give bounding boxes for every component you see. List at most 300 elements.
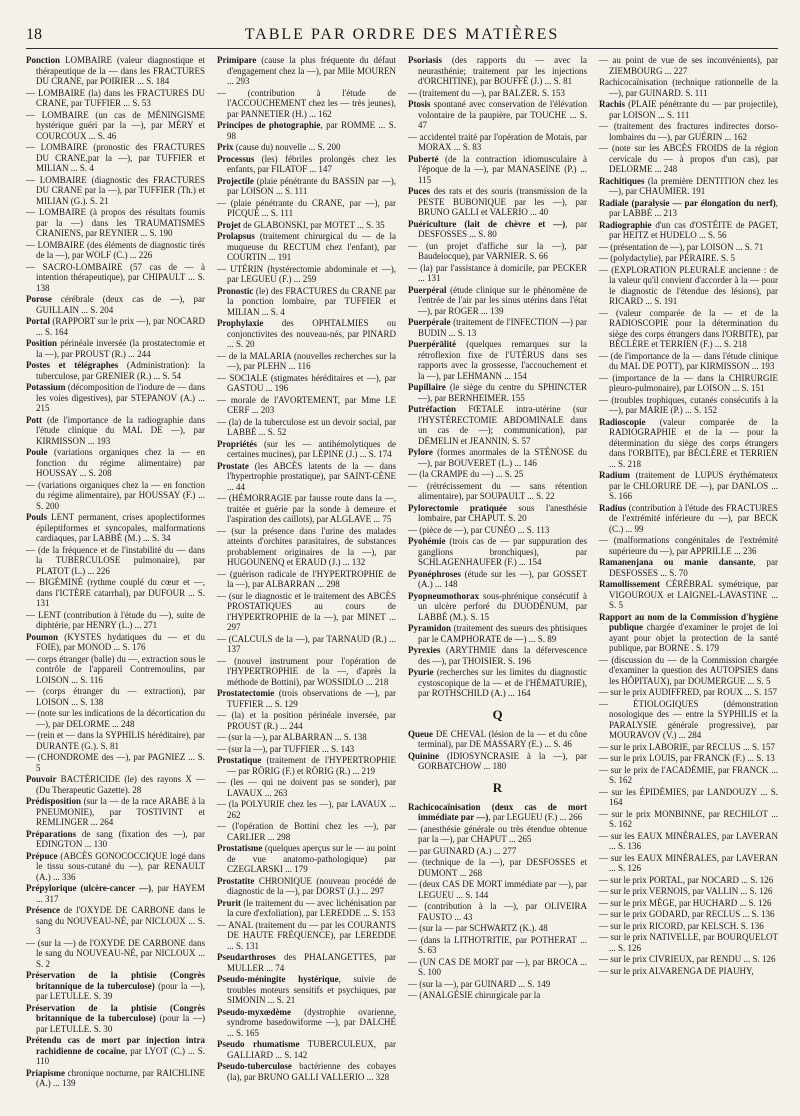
index-entry [599,220,778,241]
entry-heading: Prostatique [217,755,262,765]
entry-text: — (technique de la —), par DESFOSSES et DUMONT ... 268 [408,857,587,878]
index-entry [599,831,778,852]
entry-heading: Pylore [408,447,433,457]
index-entry [217,777,396,798]
index-entry [26,730,205,751]
entry-text: — (sur la présence dans l'urine des malades atteints d'orchites parasitaires, de substances probablement originaires de la —), par HUGOUNENQ et ERAUD (J.) ... 132 [217,525,396,567]
entry-text: de sang (fixation des —), par EDINGTON ... 130 [36,828,205,849]
index-entry [217,744,396,755]
entry-text: — ANAL (traitement du — par les COURANTS DE HAUTE FRÉQUENCE), par LEREDDE ... S. 131 [217,919,396,951]
entry-text: — SOCIALE (stigmates héréditaires et —), par GASTOU ... 196 [217,372,396,393]
entry-heading: Préparations [26,828,76,839]
index-entry [599,176,778,197]
entry-text: — sur le prix MÉGE, par HUCHARD ... S. 126 [599,897,772,908]
index-entry [26,1003,205,1035]
index-entry [599,809,778,830]
page-header [26,26,778,49]
index-entry [408,846,587,857]
index-entry [599,742,778,753]
entry-text: — sur le prix MONBINNE, par RECHILOT ... S. 162 [599,808,778,829]
index-entry [26,686,205,707]
index-entry [217,710,396,731]
entry-text: — LOMBAIRE (la) dans les FRACTURES DU CRANE, par TUFFIER ... S. 53 [26,87,205,108]
index-entry [217,569,396,590]
entry-text: — (note sur les indications de la décortication du —), par DELORME ... 248 [26,708,205,729]
entry-text: — (contribution à la —), par OLIVEIRA FAUSTO ... 43 [408,901,587,922]
entry-heading: Principes de photographie [217,120,321,130]
entry-text: — morale de l'AVORTEMENT, par Mme LE CERF ... 203 [217,394,396,415]
entry-text: , par LABBÉ ... 213 [609,197,778,218]
entry-heading: Pseudo rhumatisme [217,1039,300,1049]
index-entry [408,285,587,317]
entry-heading: Puerpéral [408,284,447,295]
entry-text: Rachicocaïnisation (technique rationnelle de la —), par GUINARD. S. 111 [599,77,778,98]
entry-text: (des rapports du — avec la neurasthénie; traitement par les injections d'ORCHITINE), par BOUFFÉ (J.) ... S. 81 [418,55,587,86]
index-columns [26,55,778,1090]
index-entry [26,360,205,381]
index-entry [217,55,396,87]
index-entry [599,853,778,874]
section-letter: Q [492,706,503,722]
index-entry [599,99,778,120]
entry-heading: Putréfaction [408,404,456,414]
entry-text: — (plaie pénétrante du CRANE, par —), par PICQUÉ ... S. 111 [217,197,396,218]
entry-heading: Prépylorique (ulcère-cancer —) [26,883,152,893]
entry-text: (traitement des sueurs des phtisiques par le CAMPHORATE de —) ... S. 89 [418,623,587,644]
entry-text: (Administration): la tuberculose, par GRENIER (R.) ... S. 54 [36,360,205,381]
index-entry [599,198,778,219]
index-entry [599,954,778,965]
entry-text: — (CALCULS de la —), par TARNAUD (R.) ... 137 [217,633,396,654]
entry-text: — (sur la —) de l'OXYDE DE CARBONE dans le sang du NOUVEAU-NÉ, par NICLOUX ... S. 2 [26,937,205,969]
entry-text: CÉRÉBRAL symétrique, par VIGOUROUX et LAIGNEL-LAVASTINE ... S. 5 [609,579,778,610]
index-entry [408,990,587,1001]
index-entry [408,154,587,186]
entry-text: — (discussion du — de la Commission chargée d'examiner la question des AUTOPSIES dans les HÔPITAUX), par DOUMERGUE ... S. 5 [599,654,778,686]
entry-text: — sur les EAUX MINÉRALES, par LAVERAN ... S. 136 [599,830,778,851]
index-entry [217,120,396,141]
entry-text: (la première DENTITION chez les —), par CHAUMIER. 191 [609,175,778,196]
index-entry [26,480,205,512]
entry-text: — (deux CAS DE MORT immédiate par —), par LEGUEU ... S. 144 [408,879,587,900]
index-entry [408,339,587,381]
index-entry [26,796,205,828]
entry-text: — (rétrécissement du — sans rétention alimentaire), par SOUPAULT ... S. 22 [408,480,587,501]
index-entry [217,154,396,175]
index-entry [408,447,587,468]
entry-text: — sur le prix ALVARENGA DE PIAUHY, [599,965,754,976]
index-entry [599,787,778,808]
entry-text: , par LEGUEU (F.) ... 266 [488,812,583,822]
entry-text: — LOMBAIRE (un cas de MÉNINGISME hystérique guéri par la —), par MÉRY et COURCOUX ... S. 46 [26,109,205,141]
index-entry [26,262,205,294]
index-entry [408,879,587,900]
entry-text: (plaie pénétrante du BASSIN par —), par LOISON ... S. 111 [227,175,396,196]
index-entry [217,821,396,842]
entry-heading: Prépuce [26,850,58,861]
index-entry [26,708,205,729]
index-entry [408,623,587,644]
index-entry [408,241,587,262]
entry-heading: Radioscopie [599,416,646,427]
entry-text: — (la CRAMPE du —) ... S. 25 [408,469,524,479]
entry-text: — (sur la — par SCHWARTZ (K.). 48 [408,923,548,933]
entry-text: (traitement de l'INFECTION —) par BUDIN ... S. 13 [418,317,587,338]
entry-text: des OPHTALMIES ou conjonctivites des nouveau-nés, par PINARD ... S. 20 [227,318,396,349]
entry-text: — (note sur les ABCÈS FROIDS de la région cervicale du — à propos d'un cas), par DELORME ... 248 [599,143,778,174]
index-entry [599,932,778,953]
entry-heading: Puériculture (lait de chèvre et —) [408,218,566,229]
entry-heading: Poule [26,447,48,457]
index-entry [599,753,778,764]
index-entry [599,655,778,687]
entry-text: — (pièce de —), par CUNÉO ... S. 113 [408,524,550,535]
index-entry [599,395,778,416]
entry-text: — de la MALARIA (nouvelles recherches sur la —), par PLEHN ... 116 [217,350,396,371]
index-entry [599,265,778,307]
entry-text: (variations organiques chez la — en fonction du régime alimentaire) par HOUSSAY ... S. 208 [36,447,205,478]
entry-text: — (dans la LITHOTRITIE, par POTHERAT ... S. 63 [408,934,587,955]
index-entry [408,404,587,446]
entry-text: — LENT (contribution à l'étude du —), suite de diphtérie, par HENRY (L.) ... 271 [26,609,205,630]
index-entry [217,88,396,120]
index-entry [408,382,587,403]
entry-heading: Pyurie [408,667,434,677]
entry-text: — au point de vue de ses inconvénients), par ZIEMBOURG ... 227 [599,55,778,76]
entry-heading: Ponction [26,55,61,65]
index-entry [26,88,205,109]
entry-text: — (valeur comparée de la — et de la RADIOSCOPIE pour la détermination du siège des corps étrangers dans l'ORBITE), par BÉCLÈRE et TERRIEN (F.) ... S. 218 [599,307,778,349]
entry-heading: Prix [217,142,234,152]
entry-text: — (corps étranger du — extraction), par LOISON ... S. 138 [26,686,205,707]
entry-heading: Puces [408,186,430,196]
entry-text: — (troubles trophiques, cutanés consécutifs à la —), par MARIE (P.) ... S. 152 [599,394,778,415]
index-entry [408,957,587,978]
entry-heading: Quinine [408,750,440,761]
entry-heading: Radiale (paralysie — par élongation du nerf) [599,197,776,208]
entry-text: — (traitement des fractures indirectes dorso-lombaires du —), par GUÉRIN ... 162 [599,121,778,142]
index-entry [26,175,205,207]
entry-text: — (la) et la position périnéale inversée, par PROUST (R.) ... 244 [217,710,396,731]
entry-text: CHRONIQUE (nouveau procédé de diagnostic de la —), par DORST (J.) ... 297 [227,875,396,896]
index-entry [26,545,205,577]
index-entry [408,901,587,922]
entry-text: DE CHEVAL (lésion de la — et du cône terminal), par DE MASSARY (E.) ... S. 46 [418,728,587,749]
entry-text: — (UN CAS DE MORT par —), par BROCA ... S. 100 [408,956,587,977]
entry-text: (traitement de LUPUS érythémateux par le CHLORURE DE —), par DANLOS ... S. 166 [609,470,778,501]
entry-heading: Pseudo-tuberculose [217,1061,292,1071]
entry-heading: Préservation de la phtisie (Congrès britannique de la tuberculose) [26,1002,205,1023]
index-entry [599,687,778,698]
entry-text: — (sur la —), par ALBARRAN ... S. 138 [217,732,367,742]
index-entry [599,503,778,535]
index-entry [217,974,396,1006]
entry-heading: Prostatectomie [217,688,275,698]
index-entry [26,774,205,795]
entry-heading: Radiographie [599,219,652,230]
entry-text: — BIGÉMINÉ (rythme couplé du cœur et —, dans l'ICTÈRE catarrhal), par DUFOUR ... S. 131 [26,577,205,608]
entry-heading: Projectile [217,175,254,186]
entry-heading: Pseudarthroses [217,952,276,962]
entry-text: — (la POLYURIE chez les —), par LAVAUX ... 262 [217,799,396,820]
index-entry [408,525,587,536]
index-entry [599,579,778,611]
entry-text: — LOMBAIRE (pronostic des FRACTURES DU CRANE,par la —), par TUFFIER et MILIAN ... S. 4 [26,142,205,173]
index-entry [26,1068,205,1089]
entry-text: — (de l'importance de la — dans l'étude clinique du MAL DE POTT), par KIRMISSON ... 193 [599,350,778,371]
entry-text: chronique nocturne, par RAICHLINE (A.) ... 139 [36,1067,205,1088]
entry-text: (de la contraction idiomusculaire à l'époque de la —), par MANASEINE (P.) ... 115 [418,153,587,185]
entry-text: — UTÉRIN (hystérectomie abdominale et —), par LEGUEU (F.) ... 259 [217,263,396,284]
index-entry [217,461,396,493]
page-title: TABLE PAR ORDRE DES MATIÈRES [244,26,560,43]
index-entry [26,752,205,773]
entry-heading: Propriétés [217,438,257,449]
entry-text: (IDIOSYNCRASIE à la —), par GORBATCHOW ... 180 [418,750,587,771]
entry-text: (les ABCÈS latents de la — dans l'hypertrophie prostatique), par SAINT-CÈNE ... 44 [227,460,396,492]
entry-text: BACTÉRICIDE (le) des rayons X — (Du Therapeutic Gazette). 28 [36,774,205,795]
entry-heading: Puberté [408,153,439,164]
entry-text: — (sur la —), par GUINARD ... S. 149 [408,978,551,989]
entry-text: chargée d'examiner le projet de loi ayant pour objet la protection de la santé publique, par BORNE . S. 179 [609,622,778,653]
index-entry [408,317,587,338]
index-entry [408,667,587,699]
entry-text: — sur le prix AUDIFFRED, par ROUX ... S. 157 [599,687,778,697]
index-entry [599,886,778,897]
entry-text: des PHALANGETTES, par MULLER ... 74 [227,952,396,973]
index-entry [26,610,205,631]
entry-text: (sur la — de la race ARABE à la PNEUMONIE), par TOSTIVINT et REMLINGER ... 264 [36,796,205,827]
index-entry [599,121,778,142]
entry-text: (RAPPORT sur le prix —), par NOCARD ... S. 164 [36,316,205,337]
entry-heading: Porose [26,294,52,304]
entry-text: — sur le prix RICORD, par KELSCH. S. 136 [599,920,764,931]
entry-text: — (la) de la tuberculose est un devoir social, par LABBÉ ... S. 52 [217,416,396,437]
entry-text: (les) fébriles prolongés chez les enfants, par FILATOF ... 147 [227,153,396,174]
index-entry [408,591,587,623]
entry-heading: Puerpérale [408,317,451,327]
entry-text: (décomposition de l'iodure de — dans les voies digestives), par STEPANOV (A.) ... 215 [36,382,205,413]
index-entry [26,1035,205,1067]
index-entry [217,591,396,633]
index-entry [26,577,205,609]
entry-text: de l'OXYDE DE CARBONE dans le sang du NOUVEAU-NÉ, par NICLOUX ... S. 3 [36,905,205,936]
index-entry [599,417,778,470]
entry-heading: Pyrexies [408,645,441,655]
index-entry [217,920,396,952]
page-number: 18 [26,26,42,43]
entry-text: , par LYOT (C.) ... S. 110 [36,1045,205,1066]
entry-text: — (anesthésie générale ou très étendue obtenue par la —), par CHAPUT ... 265 [408,823,587,844]
entry-heading: Pyohémie [408,536,446,546]
index-entry [217,318,396,350]
index-entry [217,799,396,820]
index-entry [217,732,396,743]
entry-heading: Priapisme [26,1067,65,1078]
entry-heading: Présence [26,905,60,915]
entry-text: (ABCÈS GONOCOCCIQUE logé dans le tissu sous-cutané du —), par RENAULT (A.) ... 336 [36,850,205,882]
index-entry [217,417,396,438]
entry-heading: Pouvoir [26,774,57,784]
entry-heading: Psoriasis [408,55,443,65]
index-entry [408,503,587,524]
index-entry [217,656,396,688]
entry-text: (cause du) nouvelle ... S. 200 [233,142,341,152]
index-entry [217,439,396,460]
entry-text: (de l'importance de la radiographie dans l'étude clinique du MAL DE —), par KIRMISSON ... 193 [36,414,205,446]
index-entry [217,264,396,285]
index-entry [26,654,205,686]
entry-heading: Pupillaire [408,382,446,392]
index-entry [599,242,778,253]
index-entry [217,755,396,776]
index-entry [217,493,396,525]
entry-heading: Portal [26,316,50,326]
index-entry [599,921,778,932]
index-entry [217,1007,396,1039]
index-entry [217,142,396,153]
entry-text: — (rein et — dans la SYPHILIS héréditaire), par DURANTE (G.). S. 81 [26,730,205,751]
entry-heading: Prétendu cas de mort par injection intra rachidienne de cocaïne [26,1035,205,1056]
index-entry [408,88,587,99]
index-entry [408,979,587,990]
entry-text: — (polydactylie), par PÉRAIRE. S. 5 [599,253,735,263]
index-entry [217,843,396,875]
index-entry [217,176,396,197]
entry-text: , par DESFOSSES ... S. 70 [609,557,778,578]
entry-text: — sur les EAUX MINÉRALES, par LAVERAN ... S. 126 [599,852,778,873]
index-entry [26,632,205,653]
index-entry [26,382,205,414]
entry-text: sous-phrénique consécutif à un ulcère perforé du DUODÉNUM, par LABBÉ (M.). S. 15 [418,590,587,622]
entry-text: — sur le prix GODARD, par RECLUS ... S. 136 [599,909,775,919]
index-entry [408,99,587,131]
index-entry [408,219,587,240]
index-entry [408,569,587,590]
entry-heading: Rapport au nom de la Commission d'hygiène publique [599,611,778,632]
entry-heading: Pseudo-méningite hystérique [217,974,339,984]
entry-heading: Prostatisme [217,843,263,853]
entry-heading: Préservation de la phtisie (Congrès britannique de la tuberculose) [26,970,205,991]
entry-heading: Prédisposition [26,796,82,806]
entry-text: (le) des FRACTURES du CRANE par la ponction lombaire, par TUFFIER et MILIAN ... S. 4 [227,285,396,317]
index-entry [408,481,587,502]
index-entry [599,351,778,372]
entry-text: (le siège du centre du SPHINCTER —), par BERNHEIMER. 155 [418,382,587,403]
index-entry [599,55,778,76]
index-entry [26,883,205,904]
entry-text: — (ANALGÉSIE chirurgicale par la [408,990,541,1000]
entry-text: (dystrophie ovarienne, syndrome basedowiforme —), par DALCHÉ ... S. 165 [227,1006,396,1038]
entry-text: sous l'anesthésie lombaire, par CHAPUT. S. 20 [418,502,587,523]
index-column-2 [217,55,396,1090]
index-entry [408,263,587,284]
index-entry [599,765,778,786]
entry-text: — (de la fréquence et de l'instabilité du — dans la TUBERCULOSE pulmonaire), par PLATOT (L.) ... 226 [26,544,205,576]
index-entry [408,729,587,750]
entry-heading: Pseudo-myxœdème [217,1006,291,1017]
entry-text: (trois observations de —), par TUFFIER ... S. 129 [227,688,396,709]
entry-text: (ARYTHMIE dans la défervescence des —), par THOISIER. S. 196 [418,645,587,666]
index-entry [408,802,587,823]
index-entry [217,688,396,709]
entry-text: — par GUINARD (A.) ... 277 [408,845,517,856]
entry-heading: Pylorectomie pratiquée [408,502,507,513]
entry-text: — sur le prix de l'ACADÉMIE, par FRANCK ... S. 162 [599,764,778,785]
entry-text: — (présentation de —), par LOISON ... S. 71 [599,241,764,252]
entry-text: bactérienne des cobayes (la), par BRUNO GALLI VALLERIO ... 328 [227,1061,396,1082]
index-entry [599,898,778,909]
index-entry [217,198,396,219]
index-entry [26,829,205,850]
index-entry [217,952,396,973]
entry-text: (KYSTES hydatiques du — et du FOIE), par MONOD ... S. 176 [36,631,205,652]
index-entry [217,1039,396,1060]
index-entry [408,935,587,956]
index-entry [217,373,396,394]
entry-text: , suivie de troubles moteurs sensitifs et psychiques, par SIMONIN ... S. 21 [227,974,397,1005]
entry-heading: Pott [26,414,42,425]
index-entry [26,207,205,239]
index-entry [217,395,396,416]
index-column-1 [26,55,205,1090]
entry-text: (trois cas de — par suppuration des ganglions bronchiques), par SCHLAGENHAUFER (F.) ... 154 [418,536,587,567]
entry-text: , par DESFOSSES ... S. 80 [418,218,587,239]
index-entry [599,612,778,654]
entry-text: — (l'opération de Bottini chez les —), par CARLIER ... 298 [217,821,396,842]
index-entry [217,286,396,318]
index-entry [408,469,587,480]
entry-heading: Postes et télégraphes [26,360,119,370]
index-entry [26,447,205,479]
entry-text: — (guérison radicale de l'HYPERTROPHIE de la —), par ALBARRAN ... 298 [217,568,396,589]
index-entry [408,536,587,568]
entry-text: — LOMBAIRE (des éléments de diagnostic tirés de la —), par WOLF (C.) ... 226 [26,239,205,260]
index-entry [599,308,778,350]
entry-text: — sur le prix LABORIE, par RECLUS ... S. 157 [599,741,775,752]
entry-heading: Puerpérālité [408,339,456,349]
section-letter: R [492,779,503,795]
entry-text: (formes anormales de la STÉNOSE du —), par BOUVERET (L.) ... 146 [418,447,587,468]
index-entry [599,909,778,920]
entry-heading: Potassium [26,382,66,392]
entry-text: des rats et des souris (transmission de la PESTE BUBONIQUE par les —), par BRUNO GALLI et VALERIO ... 40 [418,186,587,217]
index-entry [408,824,587,845]
entry-heading: Pyramidon [408,623,452,633]
entry-text: (le traitement du — avec lichénisation par la cure d'exfoliation), par LEREDDE ... S. 153 [227,897,396,918]
index-entry [26,55,205,87]
entry-text: périnéale inversée (la prostatectomie et la —), par PROUST (R.) ... 244 [36,338,205,359]
entry-heading: Radium [599,470,631,480]
entry-text: — sur le prix CIVRIEUX, par RENDU ... S. 126 [599,954,776,964]
entry-heading: Ptosis [408,99,431,109]
index-entry [408,132,587,153]
entry-text: (sur les — antihémolytiques de certaines mucines), par LÉPINE (J.) ... S. 174 [227,438,396,459]
index-entry [599,699,778,741]
entry-text: FŒTALE intra-utérine (sur l'HYSTÉRECTOMIE ABDOMINALE dans un cas de —); communication), par DÉMELIN et JEANNIN. S. 57 [418,404,587,446]
entry-text: — (contribution à l'étude de l'ACCOUCHEMENT chez les — très jeunes), par PANNETIER (H.) ... 162 [217,87,396,119]
entry-text: LENT permanent, crises apoplectiformes épileptiformes et syncopales, malformations cardiaques, par LABBÉ (M.) ... S. 34 [36,512,205,543]
entry-text: — (CHONDROME des —), par PAGNIEZ ... S. 5 [26,752,205,773]
index-entry [26,240,205,261]
index-entry [599,535,778,556]
entry-text: — (un projet d'affiche sur la —), par Baudelocque), par VARNIER. S. 66 [408,240,587,261]
entry-text: (quelques remarques sur la rétroflexion fixe de l'UTÉRUS dans ses rapports avec la grossesse, l'accouchement et la —), par LEHMANN ... 154 [418,339,587,381]
index-entry [217,351,396,372]
entry-text: TUBERCULEUX, par GALLIARD ... S. 142 [227,1039,397,1060]
entry-text: — (traitement du —), par BALZER. S. 153 [408,87,565,98]
entry-heading: Radius [599,502,627,513]
